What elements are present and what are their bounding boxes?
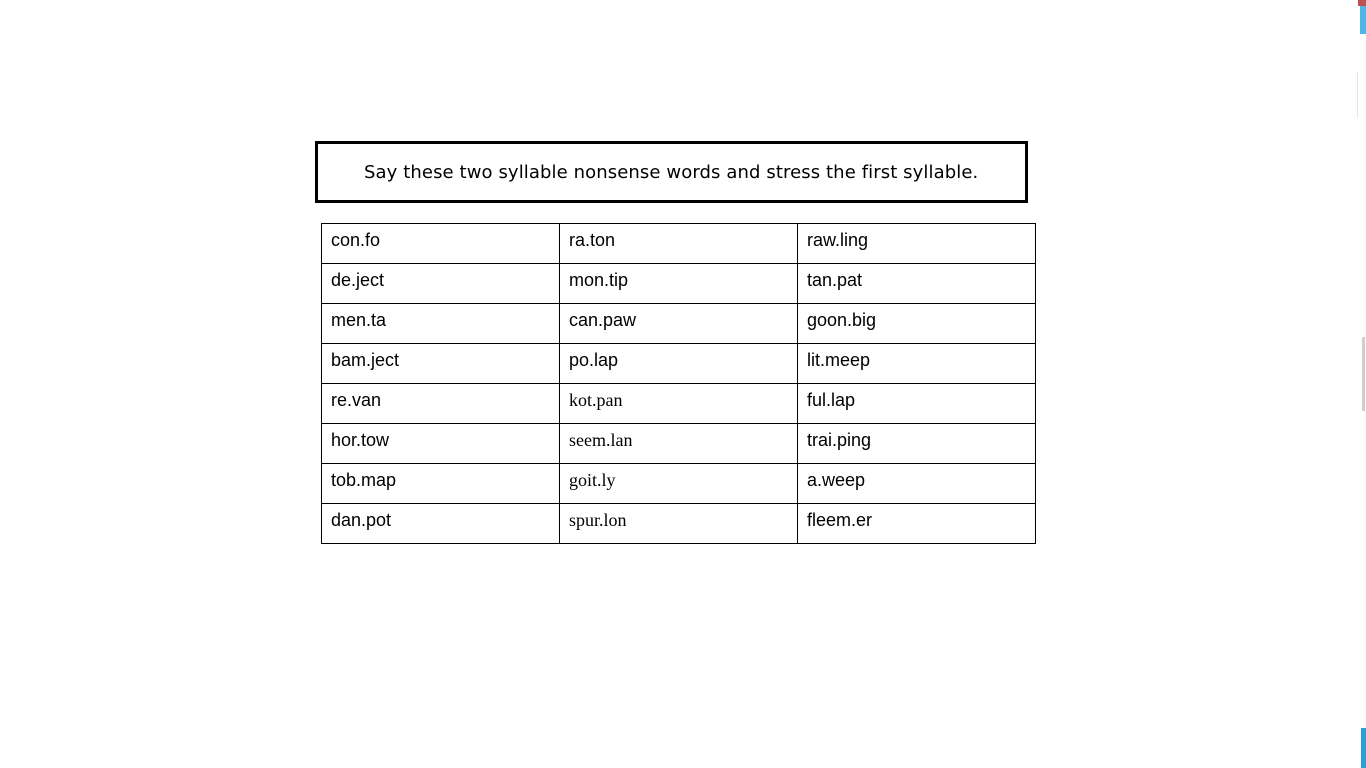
word-cell: a.weep xyxy=(798,464,1036,504)
word-cell: tan.pat xyxy=(798,264,1036,304)
word-cell: ful.lap xyxy=(798,384,1036,424)
word-cell: raw.ling xyxy=(798,224,1036,264)
word-cell: bam.ject xyxy=(322,344,560,384)
scroll-up-arrow-icon[interactable] xyxy=(1357,72,1366,118)
vertical-scrollbar[interactable] xyxy=(1358,0,1366,768)
word-cell: seem.lan xyxy=(560,424,798,464)
table-row xyxy=(322,504,1036,544)
word-cell: fleem.er xyxy=(798,504,1036,544)
word-cell: trai.ping xyxy=(798,424,1036,464)
table-row xyxy=(322,264,1036,304)
word-cell: ra.ton xyxy=(560,224,798,264)
word-cell: goit.ly xyxy=(560,464,798,504)
word-cell: lit.meep xyxy=(798,344,1036,384)
word-cell: spur.lon xyxy=(560,504,798,544)
instruction-box xyxy=(315,141,1028,203)
scrollbar-thumb[interactable] xyxy=(1362,337,1365,411)
table-row xyxy=(322,224,1036,264)
word-cell: po.lap xyxy=(560,344,798,384)
word-cell: con.fo xyxy=(322,224,560,264)
word-cell: dan.pot xyxy=(322,504,560,544)
scrollbar-accent xyxy=(1360,6,1366,34)
word-cell: de.ject xyxy=(322,264,560,304)
instruction-text: Say these two syllable nonsense words and stress the first syllable. xyxy=(364,161,979,183)
table-row xyxy=(322,424,1036,464)
word-cell: hor.tow xyxy=(322,424,560,464)
word-cell: can.paw xyxy=(560,304,798,344)
table-row xyxy=(322,464,1036,504)
word-cell: tob.map xyxy=(322,464,560,504)
nonsense-word-table xyxy=(321,223,1036,544)
word-cell: mon.tip xyxy=(560,264,798,304)
table-row xyxy=(322,384,1036,424)
word-cell: men.ta xyxy=(322,304,560,344)
word-cell: kot.pan xyxy=(560,384,798,424)
word-cell: re.van xyxy=(322,384,560,424)
scrollbar-bottom-accent xyxy=(1361,728,1366,768)
table-row xyxy=(322,304,1036,344)
word-cell: goon.big xyxy=(798,304,1036,344)
table-row xyxy=(322,344,1036,384)
